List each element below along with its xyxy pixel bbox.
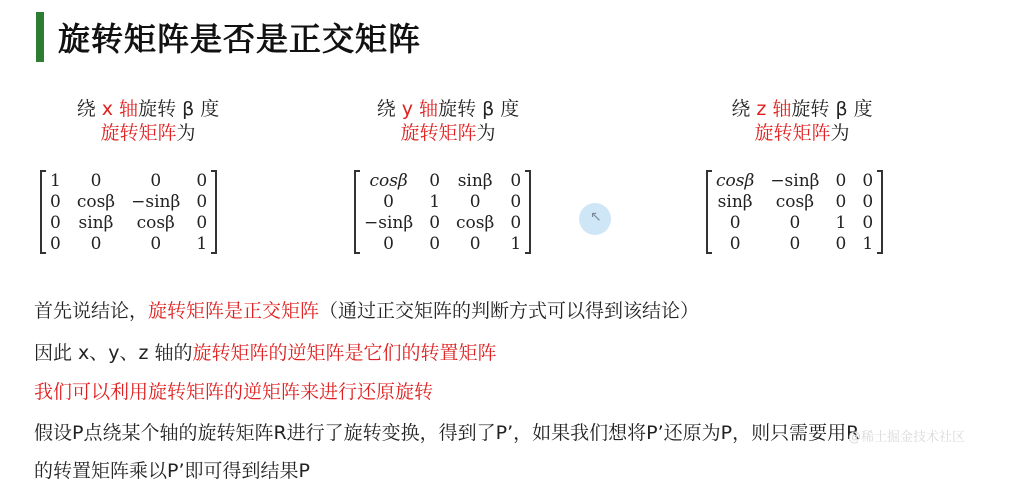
matrix-z <box>706 170 883 254</box>
matrix-cell: cosβ <box>136 212 175 233</box>
matrix-cell: sinβ <box>717 191 753 212</box>
matrix-cell: 0 <box>510 191 522 212</box>
matrix-y <box>354 170 531 254</box>
matrix-cell: 0 <box>383 233 394 254</box>
matrix-cell: 0 <box>196 212 208 233</box>
matrix-cell: cosβ <box>369 170 408 191</box>
caption-z: 绕 z 轴旋转 β 度 旋转矩阵为 <box>731 98 873 144</box>
paragraph-restore: 我们可以利用旋转矩阵的逆矩阵来进行还原旋转 <box>34 381 434 403</box>
matrix-cell: 1 <box>835 212 847 233</box>
matrix-cell: 1 <box>510 233 522 254</box>
matrix-cell: 1 <box>429 191 441 212</box>
matrix-cell: 0 <box>50 233 61 254</box>
matrix-cell: 0 <box>469 191 481 212</box>
matrix-cell: 0 <box>510 212 522 233</box>
paragraph-example-line1: 假设P点绕某个轴的旋转矩阵R进行了旋转变换，得到了P’，如果我们想将P’还原为P，则只需要用R <box>34 422 860 444</box>
caption-x: 绕 x 轴旋转 β 度 旋转矩阵为 <box>76 98 220 144</box>
matrix-cell: sinβ <box>78 212 114 233</box>
matrix-cell: 1 <box>50 170 61 191</box>
matrix-cell: 0 <box>429 233 441 254</box>
matrix-cell: 0 <box>835 233 847 254</box>
matrix-cell: 0 <box>862 170 874 191</box>
caption-axis: z 轴 <box>756 98 792 120</box>
matrix-cell: 1 <box>196 233 208 254</box>
matrix-cell: 0 <box>196 191 208 212</box>
matrix-cell: −sinβ <box>364 212 414 233</box>
paragraph-inverse: 因此 x、y、z 轴的旋转矩阵的逆矩阵是它们的转置矩阵 <box>34 342 497 364</box>
matrix-cell: sinβ <box>457 170 493 191</box>
matrix-cell: 0 <box>729 212 741 233</box>
matrix-x <box>40 170 217 254</box>
matrix-cell: cosβ <box>775 191 815 212</box>
matrix-cell: 0 <box>50 212 61 233</box>
matrix-cell: 0 <box>90 170 102 191</box>
caption-y: 绕 y 轴旋转 β 度 旋转矩阵为 <box>376 98 520 144</box>
matrix-cell: −sinβ <box>770 170 820 191</box>
matrix-cell: 0 <box>789 233 801 254</box>
matrix-cell: 0 <box>429 212 441 233</box>
matrix-cell: 0 <box>50 191 61 212</box>
matrix-cell: 0 <box>429 170 441 191</box>
watermark: @稀土掘金技术社区 <box>848 430 966 445</box>
matrix-cell: 0 <box>862 191 874 212</box>
matrix-cell: 0 <box>383 191 394 212</box>
matrix-cell: 0 <box>862 212 874 233</box>
caption-axis: x 轴 <box>101 98 139 120</box>
matrix-cell: 0 <box>510 170 522 191</box>
matrix-cell: 0 <box>196 170 208 191</box>
matrix-cell: 0 <box>150 170 162 191</box>
matrix-cell: cosβ <box>456 212 495 233</box>
matrix-cell: 1 <box>862 233 874 254</box>
caption-axis: y 轴 <box>401 98 439 120</box>
cursor-highlight <box>579 203 611 235</box>
cursor-icon: ↖ <box>590 209 602 225</box>
matrix-cell: 0 <box>789 212 801 233</box>
matrix-cell: 0 <box>729 233 741 254</box>
matrix-cell: 0 <box>90 233 102 254</box>
paragraph-example-line2: 的转置矩阵乘以P’即可得到结果P <box>34 460 310 482</box>
matrix-cell: 0 <box>469 233 481 254</box>
paragraph-conclusion: 首先说结论，旋转矩阵是正交矩阵（通过正交矩阵的判断方式可以得到该结论） <box>34 300 700 322</box>
page-title: 旋转矩阵是否是正交矩阵 <box>58 20 422 58</box>
matrix-cell: cosβ <box>716 170 755 191</box>
matrix-cell: 0 <box>150 233 162 254</box>
matrix-cell: 0 <box>835 170 847 191</box>
matrix-cell: 0 <box>835 191 847 212</box>
title-accent-bar <box>36 12 44 62</box>
matrix-cell: cosβ <box>76 191 116 212</box>
matrix-cell: −sinβ <box>131 191 181 212</box>
